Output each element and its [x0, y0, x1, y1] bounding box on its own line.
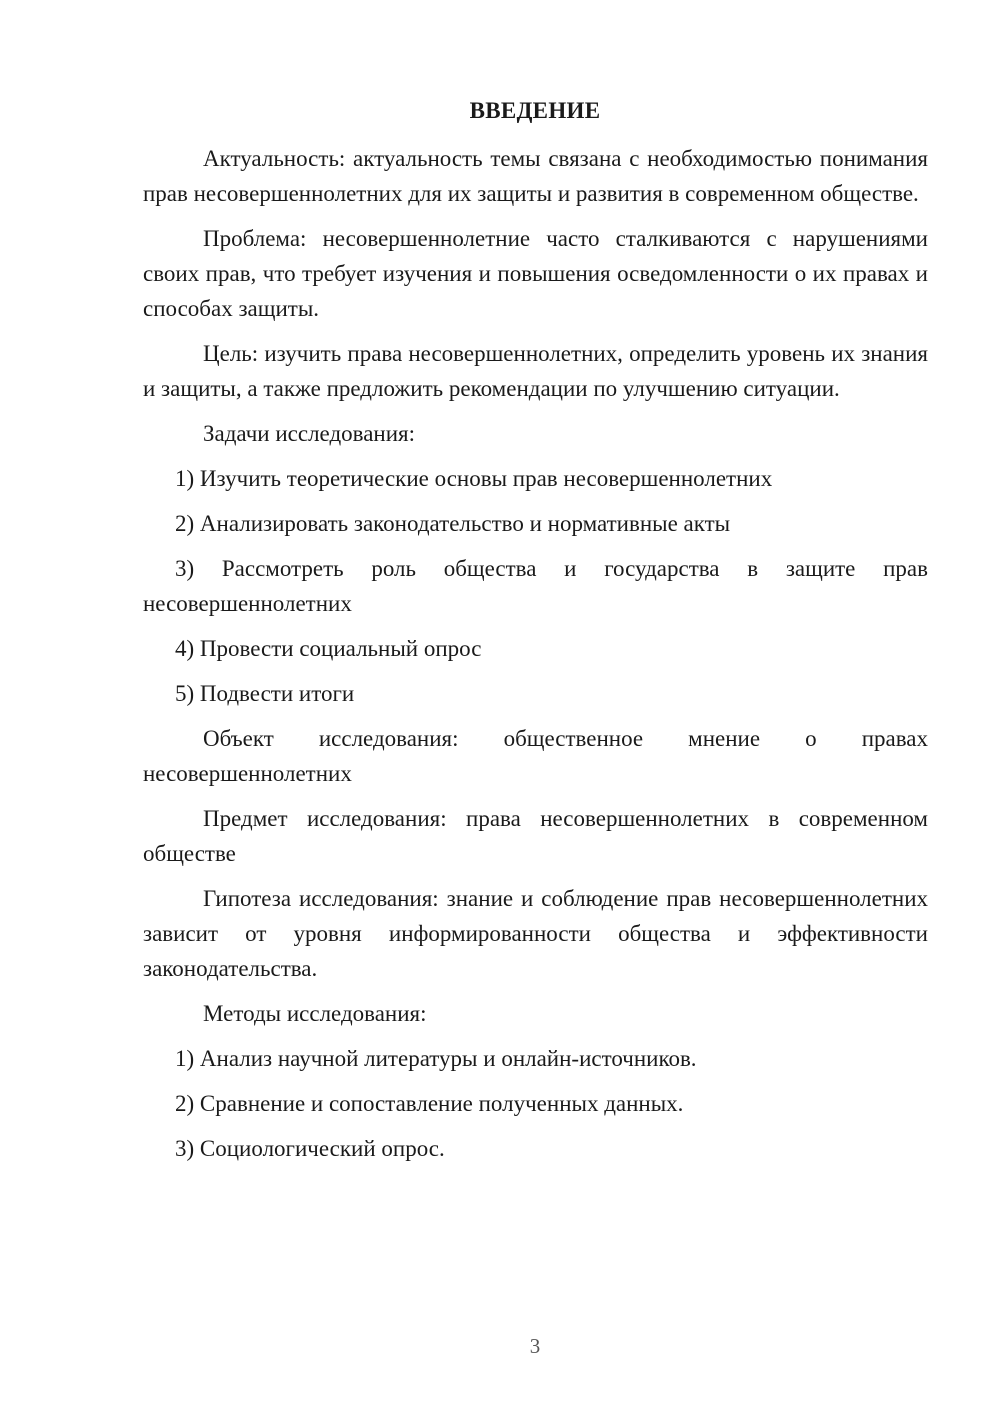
paragraph-tasks-heading: Задачи исследования:: [203, 421, 416, 446]
paragraph-subject: Предмет исследования: права несовершеннолетних в современном обществе: [143, 806, 928, 866]
paragraph-hypothesis: Гипотеза исследования: знание и соблюдение прав несовершеннолетних зависит от уровня информированности общества и эффективности законодательства.: [143, 886, 928, 981]
page-number: 3: [529, 1334, 541, 1358]
list-item-task-4: 4) Провести социальный опрос: [175, 636, 482, 661]
list-item-method-3: 3) Социологический опрос.: [175, 1136, 445, 1161]
list-item-task-1: 1) Изучить теоретические основы прав несовершеннолетних: [175, 466, 773, 491]
paragraph-goal: Цель: изучить права несовершеннолетних, определить уровень их знания и защиты, а также предложить рекомендации по улучшению ситуации.: [143, 341, 928, 401]
paragraph-relevance: Актуальность: актуальность темы связана с необходимостью понимания прав несовершеннолетних для их защиты и развития в современном обществе.: [143, 146, 928, 206]
paragraph-methods-heading: Методы исследования:: [203, 1001, 427, 1026]
list-item-method-1: 1) Анализ научной литературы и онлайн-источников.: [175, 1046, 697, 1071]
body-text: [143, 141, 928, 1166]
list-item-method-2: 2) Сравнение и сопоставление полученных данных.: [175, 1091, 684, 1116]
section-title: ВВЕДЕНИЕ: [469, 98, 601, 123]
paragraph-object: Объект исследования: общественное мнение о правах несовершеннолетних: [143, 726, 928, 786]
list-item-task-2: 2) Анализировать законодательство и нормативные акты: [175, 511, 731, 536]
list-item-task-5: 5) Подвести итоги: [175, 681, 355, 706]
paragraph-problem: Проблема: несовершеннолетние часто сталкиваются с нарушениями своих прав, что требует изучения и повышения осведомленности о их правах и способах защиты.: [143, 226, 928, 321]
list-item-task-3: 3) Рассмотреть роль общества и государства в защите прав несовершеннолетних: [143, 556, 928, 616]
